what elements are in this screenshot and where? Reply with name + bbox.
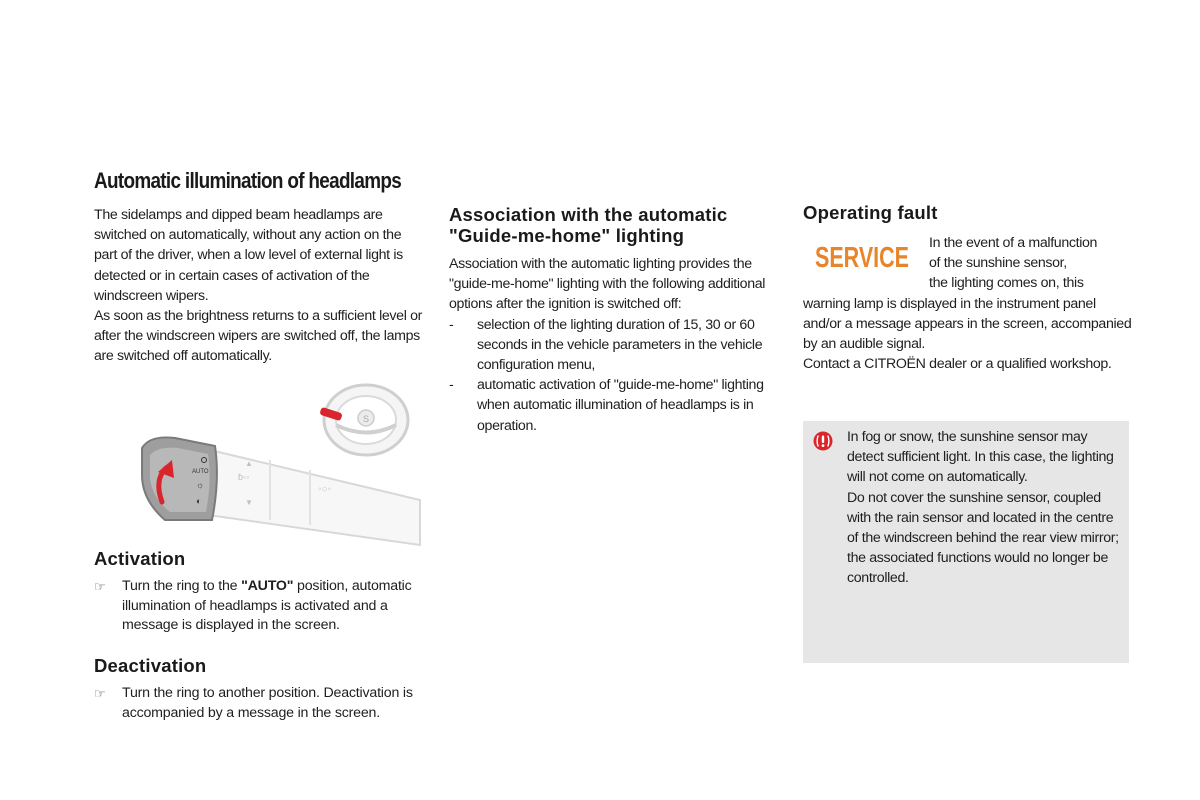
contact-dealer-text: Contact a CITROËN dealer or a qualified workshop.	[803, 356, 1112, 373]
stalk-body	[208, 450, 420, 545]
guide-me-home-intro: Association with the automatic lighting provides the "guide-me-home" lighting with the following additional options after the ignition is switched off:	[449, 256, 766, 313]
page-title: Automatic illumination of headlamps	[94, 168, 402, 193]
intro-paragraph-2: As soon as the brightness returns to a sufficient level or after the windscreen wipers are switched off, the lamps are switched off automatically.	[94, 308, 423, 365]
operating-fault-section	[803, 233, 1133, 374]
fault-line: of the sunshine sensor,	[929, 255, 1067, 272]
svg-text:◦○◦: ◦○◦	[318, 484, 332, 495]
activation-text-after: position, automatic illumination of headlamps is activated and a message is displayed in the screen.	[122, 578, 412, 633]
lighting-stalk-illustration	[120, 380, 425, 550]
list-item	[449, 375, 779, 436]
svg-text:▼: ▼	[245, 498, 253, 507]
svg-text:ɓ◦◦: ɓ◦◦	[238, 472, 250, 482]
list-item	[449, 315, 779, 376]
left-column	[94, 166, 424, 367]
intro-paragraph-1: The sidelamps and dipped beam headlamps are switched on automatically, without any action on the part of the driver, when a low level of external light is detected or in certain cases of activation of the windscreen wipers.	[94, 207, 403, 304]
svg-text:▲: ▲	[245, 459, 253, 468]
service-warning-lamp-icon	[815, 237, 909, 273]
warning-box	[803, 421, 1129, 663]
guide-me-home-options	[449, 315, 779, 436]
steering-wheel-icon	[319, 385, 408, 455]
guide-me-home-body	[449, 254, 779, 436]
list-marker: -	[449, 316, 454, 333]
warning-paragraph-2: Do not cover the sunshine sensor, coupled with the rain sensor and located in the centre of the windscreen behind the rear view mirror; the associated functions would no longer be controlled.	[847, 489, 1119, 587]
activation-text-before: Turn the ring to the	[122, 578, 242, 594]
sidelamp-icon: ☼	[196, 480, 205, 490]
lighting-stalk-drawing	[120, 380, 425, 550]
list-marker: -	[449, 377, 454, 394]
service-label: SERVICE	[815, 242, 909, 274]
option-text: selection of the lighting duration of 15, 30 or 60 seconds in the vehicle parameters in the vehicle configuration menu,	[477, 316, 763, 374]
activation-instruction	[94, 577, 424, 636]
pointing-hand-icon: ☞	[94, 686, 106, 701]
right-column	[803, 203, 1133, 374]
intro-text	[94, 205, 424, 367]
auto-label: AUTO	[192, 469, 209, 475]
deactivation-title: Deactivation	[94, 655, 207, 676]
lighting-ring	[142, 437, 217, 520]
middle-column	[449, 204, 779, 436]
fault-line: In the event of a malfunction	[929, 235, 1098, 251]
deactivation-text: Turn the ring to another position. Deactivation is accompanied by a message in the screen.	[122, 685, 413, 721]
warning-paragraph-1: In fog or snow, the sunshine sensor may detect sufficient light. In this case, the lighting will not come on automatically.	[847, 429, 1114, 486]
auto-position-label: "AUTO"	[241, 578, 294, 594]
fault-line: the lighting comes on, this	[929, 275, 1084, 292]
svg-text:S: S	[363, 414, 370, 424]
option-text: automatic activation of "guide-me-home" lighting when automatic illumination of headlamps is in operation.	[477, 377, 764, 434]
operating-fault-title: Operating fault	[803, 202, 938, 223]
deactivation-instruction	[94, 684, 424, 723]
warning-text	[847, 427, 1122, 589]
pointing-hand-icon: ☞	[94, 579, 106, 594]
activation-title: Activation	[94, 548, 186, 569]
guide-me-home-title: Association with the automatic "Guide-me-home" lighting	[449, 204, 728, 246]
fault-rest: warning lamp is displayed in the instrument panel and/or a message appears in the screen, accompanied by an audible signal.	[803, 295, 1132, 353]
exclamation-warning-icon	[813, 431, 833, 451]
dipped-beam-icon: ◐	[196, 496, 202, 506]
